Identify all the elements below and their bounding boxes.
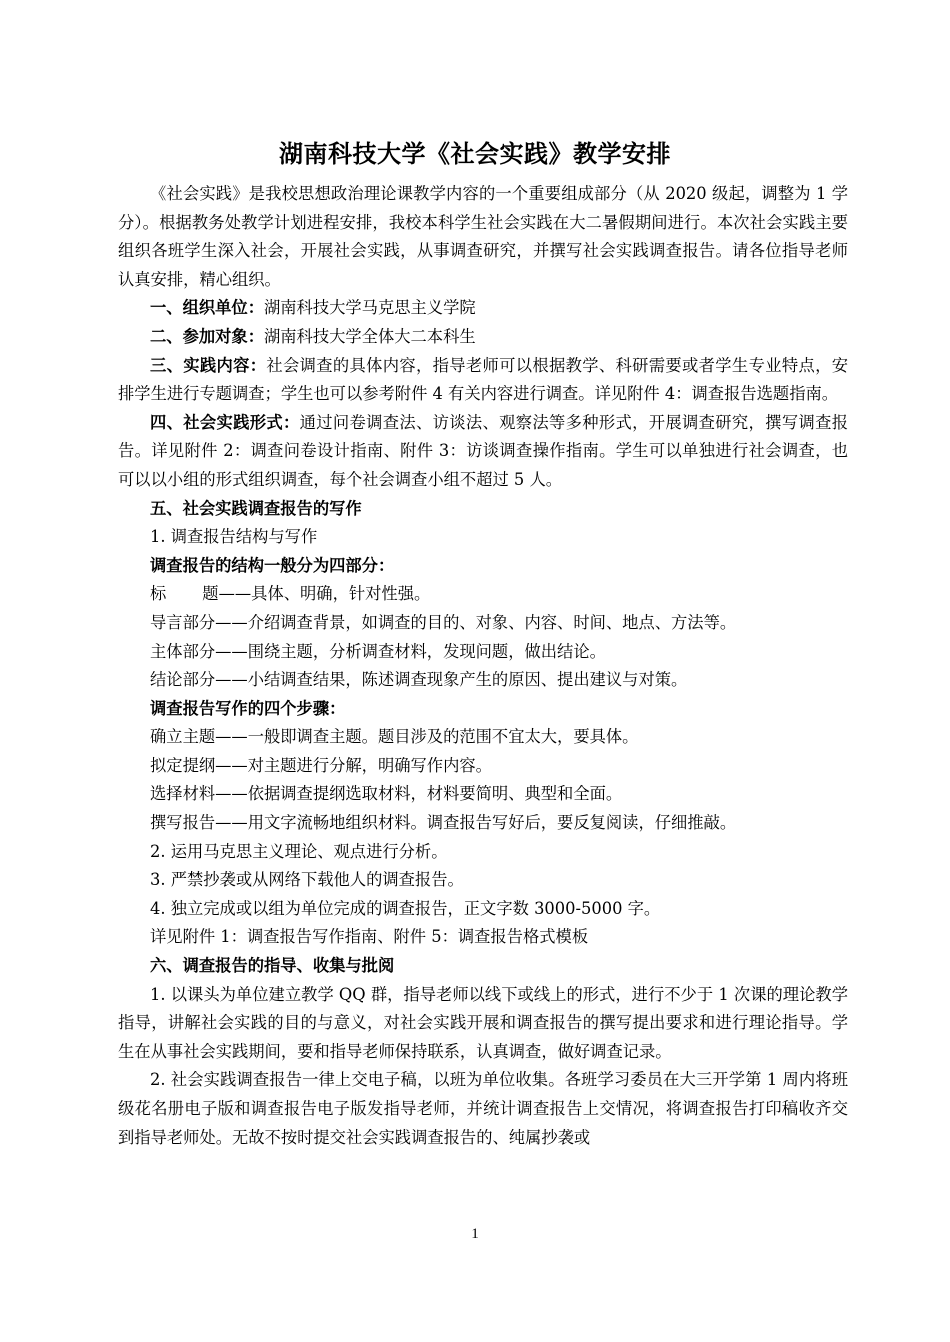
section-3-heading: 三、实践内容：: [150, 355, 267, 375]
section-3: [118, 352, 848, 409]
document-body: [118, 180, 848, 1152]
section-5-see-also: 详见附件 1：调查报告写作指南、附件 5：调查报告格式模板: [150, 927, 589, 947]
section-4-text: 通过问卷调查法、访谈法、观察法等多种形式，开展调查研究，撰写调查报告。详见附件 2：调查问卷设计指南、附件 3：访谈调查操作指南。学生可以单独进行社会调查，也可以以小组的形式组织调查，每个社会调查小组不超过 5 人。: [118, 412, 848, 489]
structure-label-conclusion: 结论部分: [150, 670, 216, 690]
structure-item-intro: [118, 609, 848, 638]
section-4-heading: 四、社会实践形式：: [150, 412, 300, 432]
structure-label-main: 主体部分: [150, 641, 216, 661]
section-5-item-2: 2. 运用马克思主义理论、观点进行分析。: [150, 841, 448, 861]
page-title: 湖南科技大学《社会实践》教学安排: [279, 140, 671, 168]
structure-text-main: ——围绕主题，分析调查材料，发现问题，做出结论。: [215, 641, 606, 661]
structure-label-title-b: 题: [202, 584, 219, 604]
section-6-paragraph-2: 2. 社会实践调查报告一律上交电子稿，以班为单位收集。各班学习委员在大三开学第 1 周内将班级花名册电子版和调查报告电子版发指导老师，并统计调查报告上交情况，将调查报告打印稿收齐交到指导老师处。无故不按时提交社会实践调查报告的、纯属抄袭或: [118, 1070, 848, 1147]
section-6-heading: 六、调查报告的指导、收集与批阅: [150, 956, 395, 976]
section-5-item-1: 1. 调查报告结构与写作: [150, 527, 318, 547]
section-1-text: 湖南科技大学马克思主义学院: [263, 298, 476, 318]
section-2-heading: 二、参加对象：: [150, 326, 264, 346]
structure-heading: 调查报告的结构一般分为四部分：: [150, 555, 395, 575]
section-2: [118, 323, 848, 352]
intro-paragraph: 《社会实践》是我校思想政治理论课教学内容的一个重要组成部分（从 2020 级起，调整为 1 学分）。根据教务处教学计划进程安排，我校本科学生社会实践在大二暑假期间进行。本次社会实践主要组织各班学生深入社会，开展社会实践，从事调查研究，并撰写社会实践调查报告。请各位指导老师认真安排，精心组织。: [118, 184, 848, 289]
section-5-item-4: 4. 独立完成或以组为单位完成的调查报告，正文字数 3000-5000 字。: [150, 898, 661, 918]
step-item: 拟定提纲——对主题进行分解，明确写作内容。: [150, 755, 492, 775]
structure-text-intro: ——介绍调查背景，如调查的目的、对象、内容、时间、地点、方法等。: [215, 612, 737, 632]
structure-item-main: [118, 638, 848, 667]
steps-heading: 调查报告写作的四个步骤：: [150, 698, 346, 718]
structure-label-intro: 导言部分: [150, 612, 216, 632]
structure-item-title: [118, 580, 848, 609]
step-item: 撰写报告——用文字流畅地组织材料。调查报告写好后，要反复阅读，仔细推敲。: [150, 813, 737, 833]
structure-text-title: ——具体、明确，针对性强。: [218, 584, 431, 604]
page-number: 1: [471, 1226, 479, 1242]
section-1-heading: 一、组织单位：: [150, 298, 264, 318]
structure-label-title-a: 标: [150, 584, 167, 604]
structure-item-conclusion: [118, 666, 848, 695]
step-item: 选择材料——依据调查提纲选取材料，材料要简明、典型和全面。: [150, 784, 623, 804]
section-1: [118, 294, 848, 323]
section-3-text: 社会调查的具体内容，指导老师可以根据教学、科研需要或者学生专业特点，安排学生进行专题调查；学生也可以参考附件 4 有关内容进行调查。详见附件 4：调查报告选题指南。: [118, 355, 848, 404]
section-2-text: 湖南科技大学全体大二本科生: [263, 326, 476, 346]
step-item: 确立主题——一般即调查主题。题目涉及的范围不宜太大，要具体。: [150, 727, 639, 747]
section-6-paragraph-1: 1. 以课头为单位建立教学 QQ 群，指导老师以线下或线上的形式，进行不少于 1 次课的理论教学指导，讲解社会实践的目的与意义，对社会实践开展和调查报告的撰写提出要求和进行理论指导。学生在从事社会实践期间，要和指导老师保持联系，认真调查，做好调查记录。: [118, 984, 848, 1061]
section-5-heading: 五、社会实践调查报告的写作: [150, 498, 362, 518]
structure-text-conclusion: ——小结调查结果，陈述调查现象产生的原因、提出建议与对策。: [215, 670, 688, 690]
section-5-item-3: 3. 严禁抄袭或从网络下载他人的调查报告。: [150, 870, 464, 890]
section-4: [118, 409, 848, 495]
